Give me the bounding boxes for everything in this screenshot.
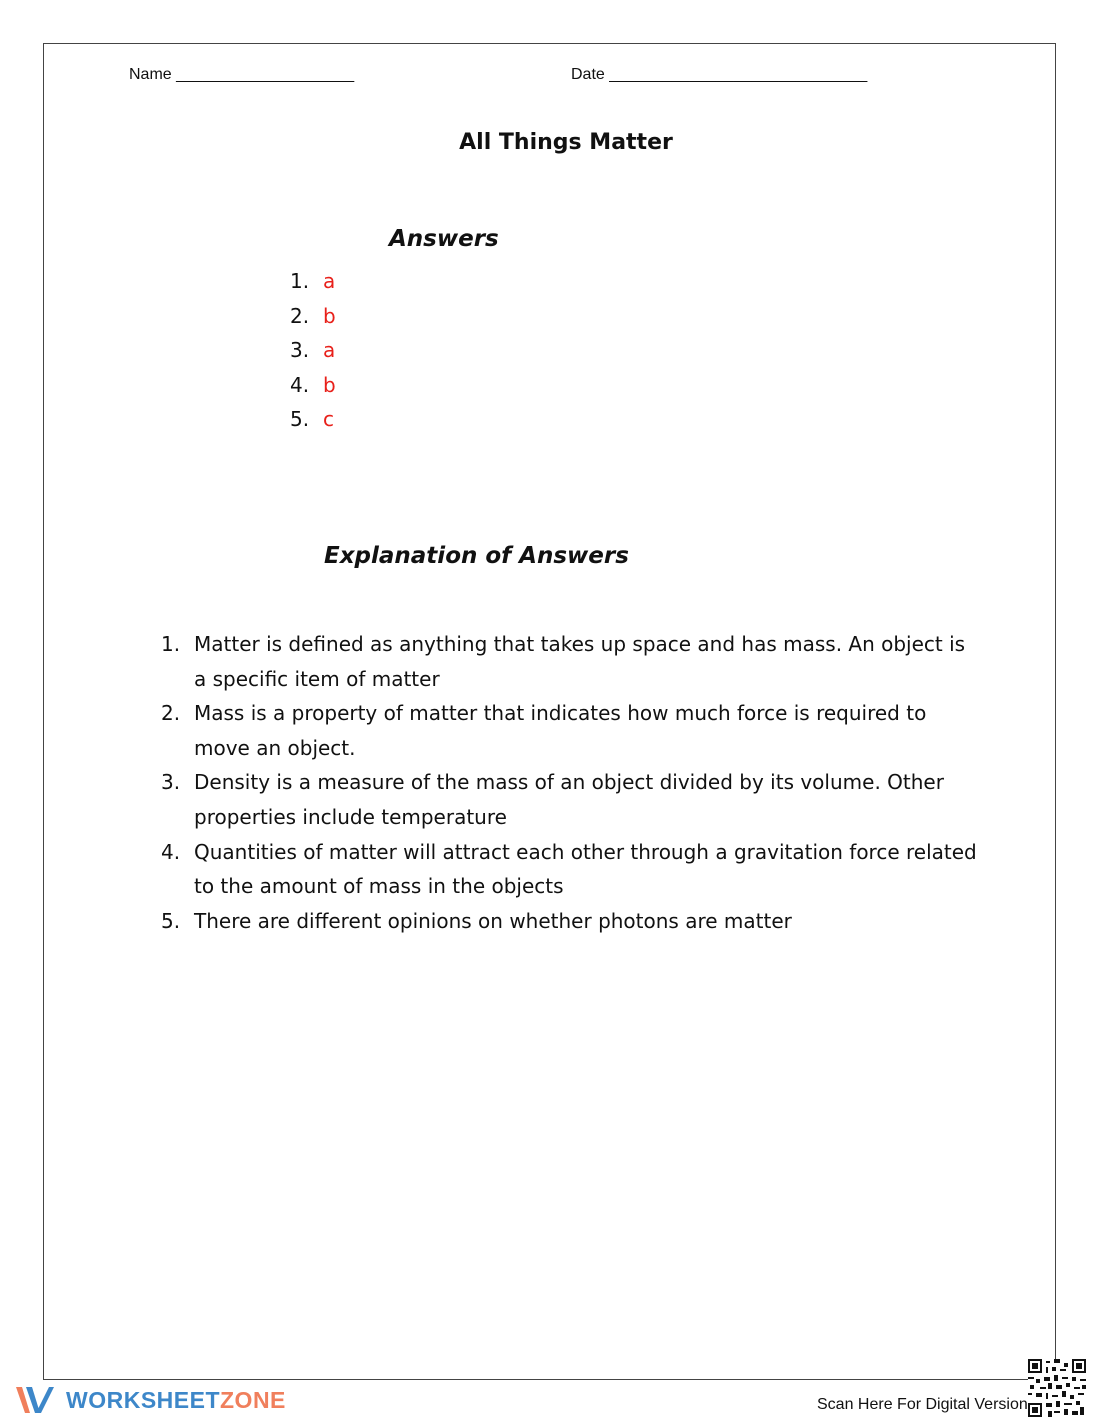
answer-number: 4.: [290, 372, 310, 397]
explanation-number: 3.: [161, 770, 181, 795]
answer-item: [290, 402, 336, 437]
scan-caption: Scan Here For Digital Version: [817, 1396, 1028, 1413]
explanation-item: [161, 765, 981, 834]
worksheetzone-logo[interactable]: [14, 1383, 286, 1417]
explanation-number: 2.: [161, 701, 181, 726]
explanations-list: [161, 627, 981, 938]
explanation-text: Mass is a property of matter that indicates how much force is required to move an object.: [194, 701, 927, 760]
answer-number: 5.: [290, 407, 310, 432]
answer-number: 3.: [290, 338, 310, 363]
explanation-item: [161, 696, 981, 765]
explanation-text: There are different opinions on whether photons are matter: [194, 908, 792, 933]
worksheet-title: All Things Matter: [459, 130, 673, 155]
answer-number: 1.: [290, 269, 310, 293]
explanation-text: Density is a measure of the mass of an object divided by its volume. Other properties include temperature: [194, 770, 944, 829]
explanation-heading: Explanation of Answers: [324, 543, 629, 569]
explanation-number: 4.: [161, 839, 181, 864]
answer-letter: b: [323, 372, 336, 397]
answer-number: 2.: [290, 303, 310, 328]
explanation-text: Quantities of matter will attract each other through a gravitation force related to the amount of mass in the objects: [194, 839, 977, 899]
answer-item: [290, 264, 336, 299]
answer-letter: a: [323, 269, 336, 293]
answer-letter: c: [323, 407, 334, 432]
name-field[interactable]: Name ____________________: [129, 66, 355, 83]
logo-text: [66, 1387, 286, 1414]
answers-heading: Answers: [389, 226, 499, 252]
explanation-item: [161, 835, 981, 904]
explanation-number: 5.: [161, 908, 181, 933]
answer-letter: a: [323, 338, 336, 363]
w-logo-icon: [14, 1383, 60, 1417]
answer-letter: b: [323, 303, 336, 328]
logo-word-worksheet: WORKSHEET: [66, 1386, 220, 1413]
explanation-item: [161, 904, 981, 939]
answer-item: [290, 368, 336, 403]
answer-item: [290, 299, 336, 334]
answer-item: [290, 333, 336, 368]
logo-word-zone: ZONE: [220, 1386, 286, 1413]
explanation-text: Matter is defined as anything that takes up space and has mass. An object is a specific item of matter: [194, 632, 966, 691]
answers-list: [290, 264, 336, 437]
date-field[interactable]: Date _____________________________: [571, 66, 868, 83]
qr-code-icon[interactable]: [1028, 1359, 1086, 1417]
explanation-number: 1.: [161, 632, 181, 656]
explanation-item: [161, 627, 981, 696]
